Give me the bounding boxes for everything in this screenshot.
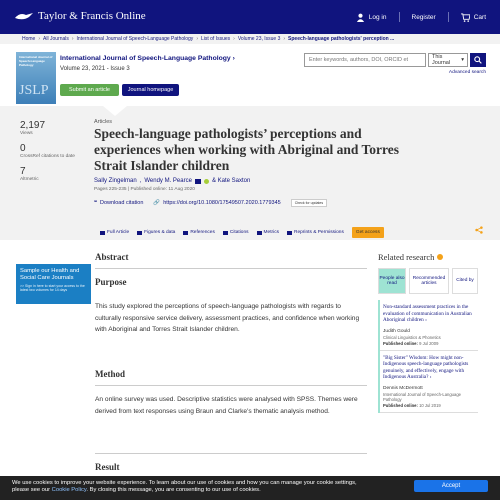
search-button[interactable] [470, 53, 486, 67]
cookie-policy-link[interactable]: Cookie Policy [51, 487, 87, 493]
related-article-journal: International Journal of Speech-Language Pathology [383, 391, 461, 402]
user-icon [356, 13, 365, 22]
site-logo[interactable] [14, 10, 146, 22]
metric-label: Views [20, 131, 33, 136]
breadcrumb-separator: › [233, 36, 235, 42]
metric-altmetric[interactable] [20, 166, 80, 183]
tab-label: Figures & data [144, 230, 176, 235]
cookie-banner [0, 476, 500, 500]
share-icon[interactable] [475, 226, 483, 234]
doi-label: https://doi.org/10.1080/17549507.2020.1779345 [163, 200, 281, 206]
article-metrics [20, 120, 80, 189]
abstract-heading: Abstract [95, 252, 129, 262]
search-icon [474, 56, 482, 64]
ad-subtext: >> Sign in here to start your access to the latest two volumes for 14 days [20, 284, 85, 293]
related-title-text: Non-standard assessment practices in the evaluation of communication in Australian Aboriginal children [383, 304, 472, 323]
purpose-text: This study explored the perceptions of speech-language pathologists with regards to culturally responsive service delivery, assessment practices, and confidence when working with Aboriginal and Torres Strait Islander children. [95, 303, 360, 333]
related-heading-label: Related research [378, 252, 435, 262]
breadcrumb-home[interactable]: Home [22, 36, 36, 42]
published-date: 10 Jul 2019 [419, 402, 441, 408]
metric-label: Altmetric [20, 177, 39, 182]
header-notch [103, 106, 127, 116]
published-date: 9 Jul 2009 [419, 340, 439, 346]
site-name: Taylor & Francis Online [38, 10, 146, 22]
tab-label: Reprints & Permissions [294, 230, 344, 235]
result-heading: Result [95, 462, 120, 472]
metric-crossref[interactable] [20, 143, 80, 160]
related-article-title[interactable] [383, 355, 475, 381]
metric-value: 2,197 [20, 120, 46, 131]
tab-reprints[interactable] [287, 230, 344, 235]
metric-label: CrossRef citations to date [20, 154, 75, 159]
article-tabs [100, 227, 384, 238]
list-item [380, 300, 478, 351]
related-tabs [378, 268, 478, 294]
document-icon [100, 231, 105, 235]
published-label: Published online: [383, 340, 418, 346]
register-link[interactable] [412, 14, 436, 21]
tab-people-also-read[interactable]: People also read [378, 268, 406, 294]
metric-value: 0 [20, 143, 26, 154]
journal-header [0, 44, 500, 106]
related-research [378, 252, 478, 262]
login-label: Log in [368, 13, 387, 21]
chevron-right-icon: › [425, 317, 427, 323]
breadcrumb-separator: › [71, 36, 74, 42]
advanced-search-link[interactable]: Advanced search [448, 70, 486, 75]
tab-metrics[interactable] [257, 230, 279, 235]
quote-icon [183, 231, 188, 235]
get-access-button[interactable]: Get access [352, 227, 384, 238]
search-scope-select[interactable] [428, 53, 468, 67]
journal-title: International Journal of Speech-Language Pathology [60, 55, 231, 62]
image-icon [137, 231, 142, 235]
related-article-title[interactable] [383, 304, 475, 324]
section-divider [95, 385, 367, 386]
download-citation-link[interactable] [94, 200, 143, 206]
link-icon: 🔗 [153, 200, 161, 206]
tab-recommended-articles[interactable]: Recommended articles [409, 268, 449, 294]
tab-citations[interactable] [223, 230, 249, 235]
info-icon[interactable] [437, 254, 443, 260]
method-heading: Method [95, 369, 125, 379]
related-research-heading [378, 252, 478, 262]
quote-icon: ❝ [94, 200, 97, 206]
journal-homepage-button[interactable]: Journal homepage [122, 84, 179, 96]
ad-heading: Sample our Health and Social Care Journals [20, 268, 80, 281]
tab-label: References [190, 230, 215, 235]
cover-letters: JSLP [19, 83, 49, 98]
author-link[interactable]: & Kate Saxton [211, 178, 251, 184]
email-icon[interactable] [195, 179, 201, 184]
search-input[interactable]: Enter keywords, authors, DOI, ORCID et [304, 53, 426, 67]
breadcrumb-separator: › [196, 36, 198, 42]
related-article-date [383, 403, 475, 408]
cart-icon [461, 13, 470, 22]
chevron-down-icon: ▾ [461, 57, 464, 63]
published-label: Published online: [383, 402, 418, 408]
related-article-date [383, 341, 475, 346]
breadcrumb-list-of-issues[interactable]: List of Issues [200, 36, 231, 42]
sample-journals-ad[interactable] [16, 264, 91, 304]
cart-link[interactable] [461, 13, 486, 22]
tab-label: Full Article [107, 230, 130, 235]
account-nav [356, 12, 486, 22]
doi-link[interactable] [153, 200, 280, 206]
cookie-text-pre: please see our [12, 487, 51, 493]
breadcrumb-separator: › [38, 36, 41, 42]
breadcrumb-separator: › [283, 36, 286, 42]
nav-divider [399, 12, 400, 22]
bar-chart-icon [257, 231, 262, 235]
tab-label: Metrics [263, 230, 279, 235]
register-label: Register [411, 13, 436, 21]
author-list: Sally Zingelman , Wendy M. Pearce & Kate Saxton [94, 178, 251, 184]
chevron-right-icon: › [232, 55, 235, 62]
lamp-logo-icon [14, 10, 34, 22]
related-article-author: Judith Gould [383, 328, 410, 334]
check-for-updates-badge[interactable]: Check for updates [291, 199, 327, 207]
section-divider [95, 268, 367, 269]
breadcrumb-all-journals[interactable]: All Journals [43, 36, 69, 42]
article-links [94, 199, 327, 207]
submit-article-button[interactable]: Submit an article [60, 84, 119, 96]
cookie-text-post: . By closing this message, you are consenting to our use of cookies. [86, 487, 261, 493]
accept-cookies-button[interactable]: Accept [414, 480, 488, 492]
breadcrumb-issue[interactable]: Volume 23, Issue 3 [237, 36, 281, 42]
cart-label: Cart [473, 13, 486, 21]
search-scope-value: This Journal [432, 54, 451, 66]
breadcrumb [0, 34, 500, 44]
cookie-text-line1: We use cookies to improve your website experience. To learn about our use of cookies and how you can manage your cookie settings, [12, 480, 357, 486]
related-article-journal: Clinical Linguistics & Phonetics [383, 334, 441, 340]
related-list [378, 300, 478, 413]
journal-volume: Volume 23, 2021 - Issue 3 [60, 66, 130, 72]
journal-title-link[interactable] [60, 55, 235, 62]
method-text: An online survey was used. Descriptive statistics were analysed with SPSS. Themes were derived from text responses using Braun and Clarke's thematic analysis method. [95, 396, 358, 415]
chevron-right-icon: › [429, 374, 432, 380]
purpose-heading: Purpose [95, 277, 127, 287]
login-link[interactable] [356, 13, 387, 22]
tab-figures[interactable] [137, 230, 175, 235]
related-article-author: Dennis McDermott [383, 385, 423, 391]
author-link[interactable]: Wendy M. Pearce [144, 178, 192, 184]
tab-references[interactable] [183, 230, 215, 235]
tab-label: Citations [229, 230, 249, 235]
list-item [380, 351, 478, 413]
metric-value: 7 [20, 166, 26, 177]
top-navigation-bar [0, 0, 500, 34]
metric-views[interactable] [20, 120, 80, 137]
tab-full-article[interactable] [100, 230, 129, 235]
orcid-icon[interactable] [204, 179, 209, 184]
citations-icon [223, 231, 228, 235]
article-title: Speech-language pathologists’ perceptions and experiences when working with Abriginal and Torres Strait Islander children [94, 126, 400, 173]
related-title-text: "Big Sister" Wisdom: How might non-Indigenous speech-language pathologists genuinely, and effectively, engage with Indigenous Australia? [383, 354, 469, 380]
nav-divider [448, 12, 449, 22]
breadcrumb-journal[interactable]: International Journal of Speech-Language Pathology [76, 36, 194, 42]
breadcrumb-current: Speech-language pathologists' perception ... [288, 36, 395, 42]
print-icon [287, 231, 292, 235]
cover-title: International Journal of Speech-Language Pathology [19, 55, 53, 67]
article-type: Articles [94, 119, 113, 125]
publication-info: Pages 225-235 | Published online: 11 Aug 2020 [94, 187, 195, 192]
author-link[interactable]: Sally Zingelman [94, 178, 137, 184]
tab-cited-by[interactable]: Cited by [452, 268, 478, 294]
section-divider [95, 453, 367, 454]
journal-cover-image[interactable] [16, 52, 56, 104]
download-citation-label: Download citation [99, 200, 144, 206]
